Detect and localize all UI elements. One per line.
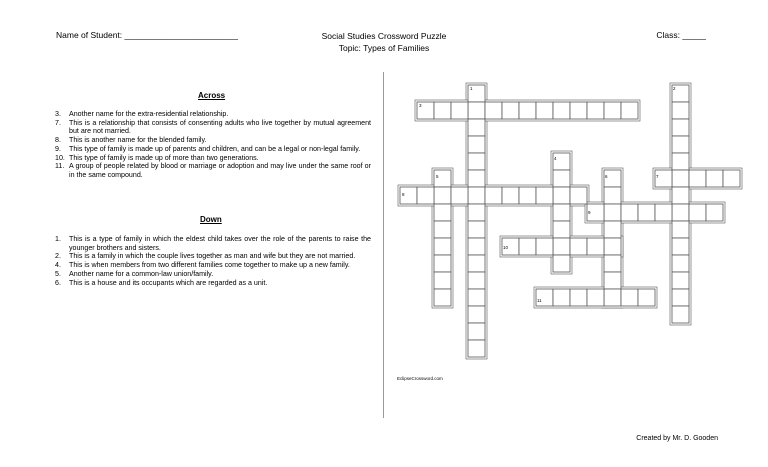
crossword-cell	[468, 238, 485, 255]
crossword-cell	[672, 289, 689, 306]
clue-text: This is a type of family in which the eldest child takes over the role of the parents to raise the younger brothers and sisters.	[69, 235, 371, 252]
crossword-cell	[723, 170, 740, 187]
clue-number: 10.	[55, 153, 65, 162]
crossword-cell	[434, 204, 451, 221]
grid-number-8: 8	[402, 192, 405, 197]
crossword-cell	[587, 238, 604, 255]
grid-number-2: 2	[673, 86, 676, 91]
clue-number: 1.	[55, 235, 61, 243]
crossword-cell	[553, 102, 570, 119]
crossword-cell	[672, 255, 689, 272]
crossword-cell	[536, 187, 553, 204]
clue-number: 11.	[55, 162, 65, 171]
crossword-cell	[604, 272, 621, 289]
crossword-cell	[706, 170, 723, 187]
crossword-cell	[672, 102, 689, 119]
crossword-cell	[485, 102, 502, 119]
crossword-cell	[621, 204, 638, 221]
crossword-cell	[604, 238, 621, 255]
clue-number: 6.	[55, 278, 61, 287]
grid-number-10: 10	[503, 245, 509, 250]
crossword-cell	[553, 170, 570, 187]
crossword-cell	[587, 289, 604, 306]
crossword-cell	[672, 306, 689, 323]
crossword-cell	[621, 289, 638, 306]
crossword-cell	[672, 187, 689, 204]
crossword-cell	[468, 153, 485, 170]
student-name-field: Name of Student: ________________________	[56, 30, 238, 40]
grid-number-9: 9	[588, 210, 591, 215]
crossword-cell	[519, 187, 536, 204]
crossword-cell	[468, 102, 485, 119]
crossword-cell	[604, 221, 621, 238]
crossword-cell	[672, 153, 689, 170]
grid-number-4: 4	[554, 156, 557, 161]
crossword-cell	[468, 272, 485, 289]
crossword-cell	[434, 102, 451, 119]
clue-text: This is a relationship that consists of consenting adults who live together by mutual agreement but are not married.	[69, 118, 371, 136]
crossword-cell	[468, 323, 485, 340]
crossword-cell	[468, 306, 485, 323]
crossword-cell	[553, 187, 570, 204]
crossword-cell	[468, 340, 485, 357]
grid-number-11: 11	[537, 298, 542, 303]
crossword-cell	[570, 187, 587, 204]
down-heading: Down	[200, 215, 222, 224]
clue-number: 9.	[55, 144, 61, 153]
crossword-cell	[672, 221, 689, 238]
crossword-cell	[519, 238, 536, 255]
puzzle-topic: Topic: Types of Families	[338, 43, 430, 53]
clue-text: Another name for the extra-residential relationship.	[69, 110, 229, 118]
grid-number-5: 5	[436, 174, 439, 179]
crossword-cell	[553, 221, 570, 238]
crossword-cell	[434, 221, 451, 238]
puzzle-title: Social Studies Crossword Puzzle	[321, 31, 447, 41]
site-credit: EclipseCrossword.com	[397, 376, 443, 381]
crossword-cell	[553, 289, 570, 306]
crossword-cell	[536, 238, 553, 255]
crossword-cell	[485, 187, 502, 204]
clue-number: 4.	[55, 261, 61, 270]
crossword-cell	[468, 187, 485, 204]
clue-number: 3.	[55, 110, 61, 118]
crossword-cell	[417, 187, 434, 204]
crossword-cell	[553, 204, 570, 221]
crossword-cell	[434, 187, 451, 204]
crossword-cell	[468, 289, 485, 306]
crossword-cell	[519, 102, 536, 119]
clue-text: This type of family is made up of more than two generations.	[69, 153, 259, 162]
grid-number-6: 6	[605, 174, 608, 179]
crossword-cell	[434, 289, 451, 306]
crossword-cell	[672, 204, 689, 221]
crossword-cell	[468, 221, 485, 238]
clue-text: A group of people related by blood or marriage or adoption and may live under the same roof or in the same compound.	[69, 162, 371, 179]
clue-number: 2.	[55, 252, 61, 261]
crossword-cell	[468, 255, 485, 272]
crossword-cell	[468, 136, 485, 153]
clue-text: This is when members from two different families come together to make up a new family.	[69, 261, 350, 270]
crossword-cell	[706, 204, 723, 221]
clue-text: This type of family is made up of parents and children, and can be a legal or non-legal family.	[69, 144, 361, 153]
clue-number: 5.	[55, 269, 61, 278]
crossword-cell	[638, 204, 655, 221]
crossword-cell	[604, 289, 621, 306]
crossword-cell	[621, 102, 638, 119]
crossword-cell	[655, 204, 672, 221]
clue-text: This is another name for the blended family.	[69, 136, 207, 145]
crossword-cell	[570, 102, 587, 119]
crossword-cell	[587, 102, 604, 119]
across-heading: Across	[198, 91, 226, 100]
crossword-cell	[536, 102, 553, 119]
crossword-cell	[502, 187, 519, 204]
crossword-cell	[553, 238, 570, 255]
crossword-cell	[604, 255, 621, 272]
grid-number-1: 1	[470, 86, 473, 91]
crossword-cell	[689, 170, 706, 187]
crossword-cell	[604, 204, 621, 221]
crossword-cell	[570, 238, 587, 255]
class-field: Class: _____	[656, 30, 706, 40]
clue-text: Another name for a common-law union/family.	[69, 269, 214, 278]
crossword-cell	[672, 136, 689, 153]
clue-text: This is a house and its occupants which are regarded as a unit.	[69, 278, 268, 287]
crossword-cell	[434, 272, 451, 289]
crossword-cell	[502, 102, 519, 119]
crossword-cell	[468, 170, 485, 187]
grid-number-3: 3	[419, 103, 422, 108]
crossword-cell	[553, 255, 570, 272]
crossword-cell	[672, 272, 689, 289]
crossword-cell	[451, 187, 468, 204]
crossword-cell	[638, 289, 655, 306]
clue-text: This is a family in which the couple lives together as man and wife but they are not married.	[69, 252, 356, 261]
crossword-cell	[570, 289, 587, 306]
crossword-cell	[689, 204, 706, 221]
crossword-cell	[672, 238, 689, 255]
crossword-cell	[434, 255, 451, 272]
clue-number: 7.	[55, 118, 61, 127]
crossword-cell	[672, 119, 689, 136]
crossword-cell	[468, 204, 485, 221]
crossword-cell	[604, 187, 621, 204]
crossword-cell	[451, 102, 468, 119]
crossword-cell	[604, 102, 621, 119]
crossword-cell	[468, 119, 485, 136]
crossword-cell	[434, 238, 451, 255]
grid-number-7: 7	[656, 174, 659, 179]
clue-number: 8.	[55, 136, 61, 145]
author-credit: Created by Mr. D. Gooden	[636, 435, 718, 442]
crossword-cell	[672, 170, 689, 187]
